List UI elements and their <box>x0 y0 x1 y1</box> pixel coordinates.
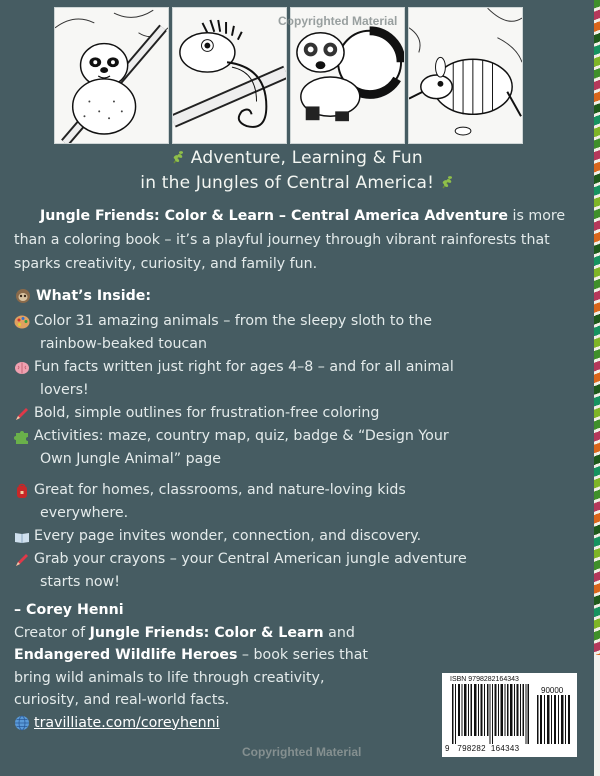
coati-illustration <box>291 8 404 143</box>
list-item-text: Every page invites wonder, connection, and discovery. <box>34 528 422 544</box>
list-item <box>14 548 584 594</box>
list-item-text: Grab your crayons – your Central American jungle adventure <box>34 551 467 567</box>
whats-inside-heading-text: What’s Inside: <box>36 288 152 304</box>
copyright-watermark-bottom: Copyrighted Material <box>242 745 362 759</box>
book-spine-edge <box>594 0 600 655</box>
book-title: Jungle Friends: Color & Learn – Central America Adventure <box>40 208 509 224</box>
open-book-icon <box>14 529 30 545</box>
author-section <box>14 599 394 734</box>
isbn-label: ISBN 9798282164343 <box>450 676 519 683</box>
list-item-text: Fun facts written just right for ages 4–8 – and for all animal <box>34 359 454 375</box>
sloth-icon <box>14 288 32 304</box>
list-item-continuation: lovers! <box>40 382 89 398</box>
book-spine-edge-bottom <box>594 655 600 776</box>
barcode-digits-group-2: 164343 <box>490 744 520 753</box>
whats-inside-list <box>14 310 584 471</box>
author-signature: – Corey Henni <box>14 602 124 618</box>
herb-leaf-icon <box>171 150 185 164</box>
list-item-text: Activities: maze, country map, quiz, badge & “Design Your <box>34 428 449 444</box>
intro-text: is more than a coloring book – it’s a playful journey through vibrant rainforests that sparks creativity, curiosity, and family fun. <box>14 208 566 272</box>
backpack-icon <box>14 483 30 499</box>
isbn-barcode <box>442 673 577 757</box>
list-item-continuation: Own Jungle Animal” page <box>40 451 222 467</box>
and-text: and <box>323 624 355 641</box>
list-item-continuation: everywhere. <box>40 505 129 521</box>
author-desc-1: – book series that <box>237 647 368 663</box>
barcode-digits-group-1: 798282 <box>457 744 486 753</box>
list-item-continuation: starts now! <box>40 574 120 590</box>
barcode-digit-prefix: 9 <box>445 744 450 753</box>
puzzle-icon <box>14 429 30 445</box>
brain-icon <box>14 360 30 376</box>
list-item <box>14 425 584 471</box>
addon-barcode-bars <box>537 695 572 744</box>
list-item-continuation: rainbow-beaked toucan <box>40 336 207 352</box>
author-desc-3: curiosity, and real-world facts. <box>14 692 230 708</box>
list-item <box>14 525 584 548</box>
headline-line-2: in the Jungles of Central America! <box>140 173 435 193</box>
whats-inside-heading <box>14 288 151 304</box>
series-title-1: Jungle Friends: Color & Learn <box>89 624 324 641</box>
copyright-watermark-top: Copyrighted Material <box>278 14 398 28</box>
series-title-2: Endangered Wildlife Heroes <box>14 647 238 663</box>
list-item-text: Bold, simple outlines for frustration-free coloring <box>34 405 380 421</box>
crayon-icon <box>14 552 30 568</box>
herb-leaf-icon <box>440 175 454 189</box>
sloth-illustration <box>55 8 168 143</box>
intro-paragraph <box>14 204 584 276</box>
extra-features-list <box>14 479 584 594</box>
armadillo-coloring-image <box>408 7 523 144</box>
author-website-link[interactable]: travilliate.com/coreyhenni <box>34 714 220 731</box>
iguana-illustration <box>173 8 286 143</box>
armadillo-illustration <box>409 8 522 143</box>
creator-prefix: Creator of <box>14 624 90 641</box>
list-item <box>14 479 584 525</box>
headline <box>0 146 594 196</box>
price-code: 90000 <box>541 686 564 695</box>
list-item-text: Color 31 amazing animals – from the sleepy sloth to the <box>34 313 432 329</box>
list-item <box>14 310 584 356</box>
crayon-icon <box>14 406 30 422</box>
headline-line-1: Adventure, Learning & Fun <box>190 148 423 168</box>
globe-icon <box>14 715 30 731</box>
sloth-coloring-image <box>54 7 169 144</box>
palette-icon <box>14 314 30 330</box>
author-desc-2: bring wild animals to life through creativity, <box>14 669 325 686</box>
list-item <box>14 356 584 402</box>
barcode-digits <box>445 744 519 753</box>
iguana-coloring-image <box>172 7 287 144</box>
list-item-text: Great for homes, classrooms, and nature-loving kids <box>34 482 406 498</box>
barcode-bars <box>452 684 529 744</box>
list-item <box>14 402 584 425</box>
